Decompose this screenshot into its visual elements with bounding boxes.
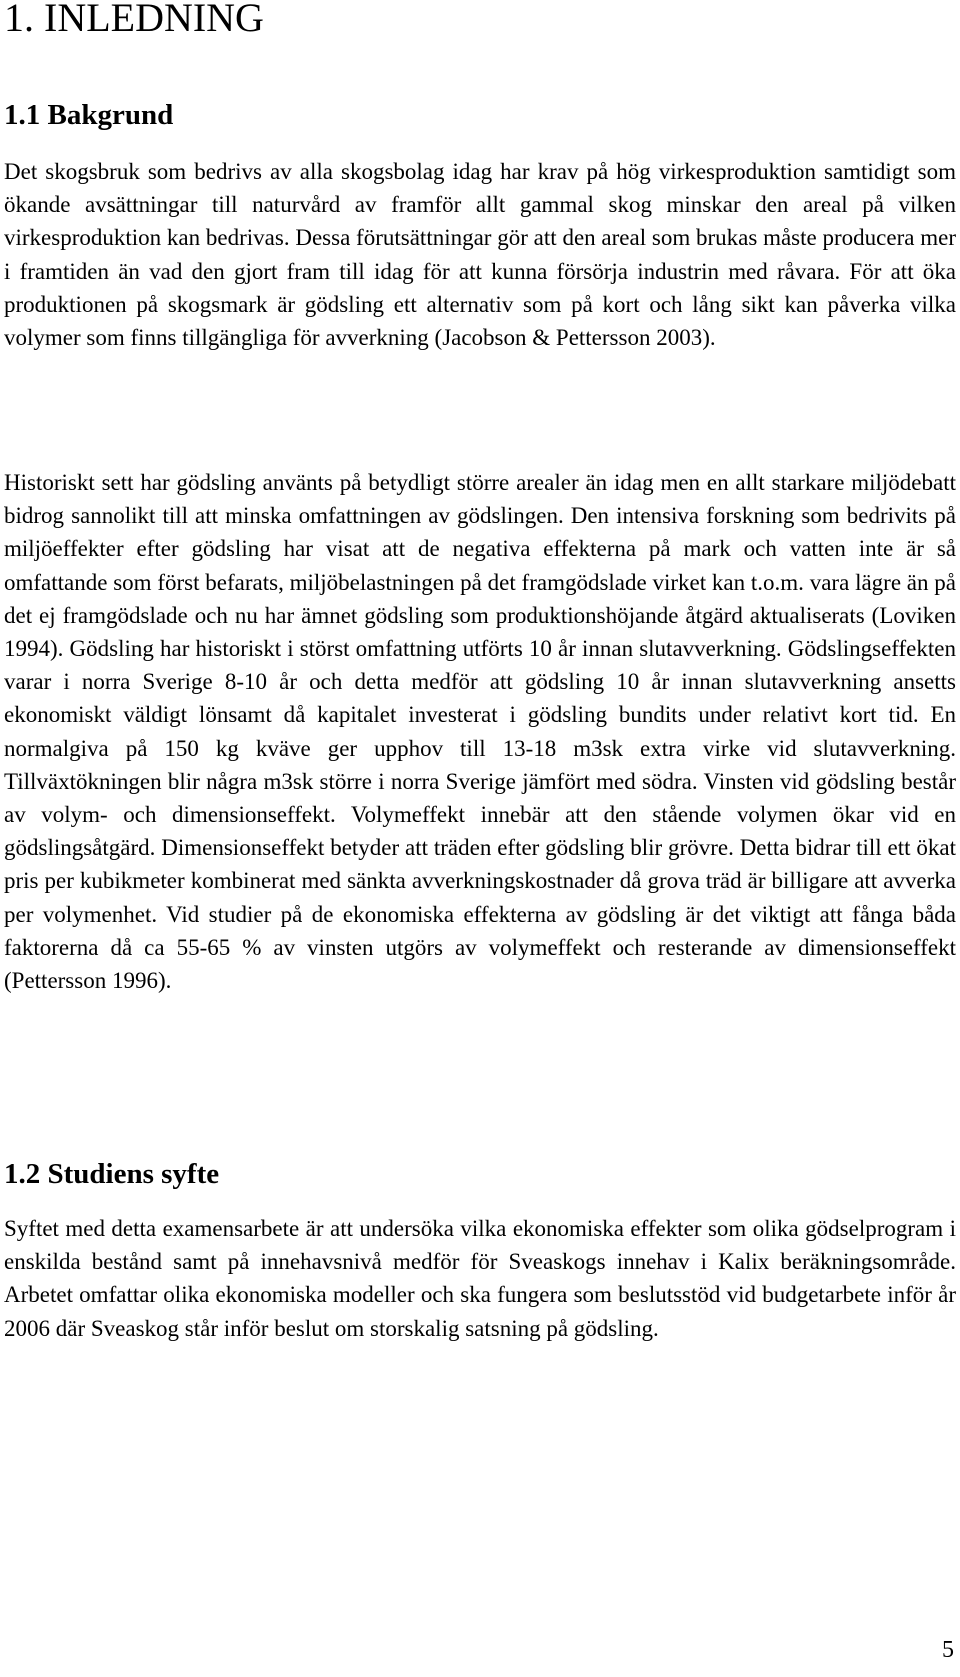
chapter-title: 1. INLEDNING [4, 0, 264, 40]
page-number: 5 [942, 1637, 954, 1663]
paragraph-bakgrund-1: Det skogsbruk som bedrivs av alla skogsbolag idag har krav på hög virkesproduktion samtidigt som ökande avsättningar till naturvård av framför allt gammal skog minskar den areal på vilken virkesproduktion kan bedrivas. Dessa förutsättningar gör att den areal som brukas måste producera mer i framtiden än vad den gjort fram till idag för att kunna försörja industrin med råvara. För att öka produktionen på skogsmark är gödsling ett alternativ som på kort och lång sikt kan påverka vilka volymer som finns tillgängliga för avverkning (Jacobson & Pettersson 2003). [4, 159, 956, 351]
section-heading-studiens-syfte: 1.2 Studiens syfte [4, 1158, 220, 1190]
document-page [4, 0, 956, 1677]
paragraph-studiens-syfte: Syftet med detta examensarbete är att undersöka vilka ekonomiska effekter som olika gödselprogram i enskilda bestånd samt på innehavsnivå medför för Sveaskogs innehav i Kalix beräkningsområde. Arbetet omfattar olika ekonomiska modeller och ska fungera som beslutsstöd vid budgetarbete inför år 2006 där Sveaskog står inför beslut om storskalig satsning på gödsling. [4, 1216, 956, 1341]
paragraph-bakgrund-2: Historiskt sett har gödsling använts på betydligt större arealer än idag men en allt starkare miljödebatt bidrog sannolikt till att minska omfattningen av gödslingen. Den intensiva forskning som bedrivits på miljöeffekter efter gödsling har visat att de negativa effekterna på mark och vatten inte är så omfattande som först befarats, miljöbelastningen på det framgödslade virket kan t.o.m. vara lägre än på det ej framgödslade och nu har ämnet gödsling som produktionshöjande åtgärd aktualiserats (Loviken 1994). Gödsling har historiskt i störst omfattning utförts 10 år innan slutavverkning. Gödslingseffekten varar i norra Sverige 8-10 år och detta medför att gödsling 10 år innan slutavverkning ansetts ekonomiskt väldigt lönsamt då kapitalet investerat i gödsling bundits under relativt kort tid. En normalgiva på 150 kg kväve ger upphov till 13-18 m3sk extra virke vid slutavverkning. Tillväxtökningen blir några m3sk större i norra Sverige jämfört med södra. Vinsten vid gödsling består av volym- och dimensionseffekt. Volymeffekt innebär att den stående volymen ökar vid en gödslingsåtgärd. Dimensionseffekt betyder att träden efter gödsling blir grövre. Detta bidrar till ett ökat pris per kubikmeter kombinerat med sänkta avverkningskostnader då grova träd är billigare att avverka per volymenhet. Vid studier på de ekonomiska effekterna av gödsling är det viktigt att fånga båda faktorerna då ca 55-65 % av vinsten utgörs av volymeffekt och resterande av dimensionseffekt (Pettersson 1996). [4, 470, 956, 994]
section-heading-bakgrund: 1.1 Bakgrund [4, 99, 174, 131]
